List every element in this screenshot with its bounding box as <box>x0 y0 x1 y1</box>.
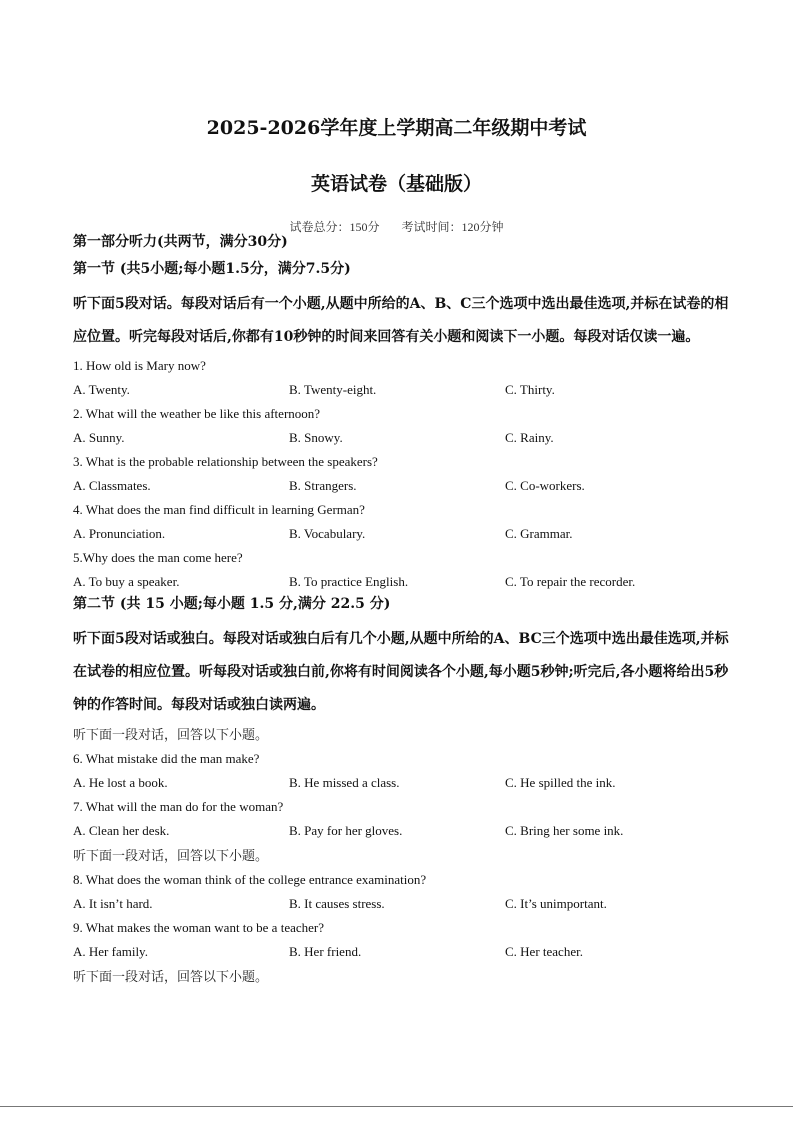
section1-heading: 第一节 (共5小题;每小题1.5分，满分7.5分) <box>73 261 351 277</box>
option-b: B. Strangers. <box>289 478 357 493</box>
option-b: B. Twenty-eight. <box>289 382 377 397</box>
option-b: B. He missed a class. <box>289 775 400 790</box>
option-c: C. Grammar. <box>505 526 573 541</box>
option-row <box>73 378 733 402</box>
option-b: B. To practice English. <box>289 574 409 589</box>
listening-note: 听下面一段对话，回答以下小题。 <box>73 969 269 984</box>
option-c: C. Co-workers. <box>505 478 585 493</box>
listening-note: 听下面一段对话，回答以下小题。 <box>73 848 269 863</box>
option-a: A. Clean her desk. <box>73 823 170 838</box>
option-a: A. Classmates. <box>73 478 151 493</box>
option-c: C. Thirty. <box>505 382 555 397</box>
option-c: C. He spilled the ink. <box>505 775 616 790</box>
page-bottom-divider <box>0 1106 793 1107</box>
option-a: A. Sunny. <box>73 430 125 445</box>
section2-instruction: 听下面5段对话或独白。每段对话或独白后有几个小题,从题中所给的A、BC三个选项中选出最佳选项,并标在试卷的相应位置。听每段对话或独白前,你将有时间阅读各个小题,每小题5秒钟;听完后,各小题将给出5秒钟的作答时间。每段对话或独白读两遍。 <box>73 631 729 713</box>
option-a: A. Twenty. <box>73 382 130 397</box>
option-a: A. Her family. <box>73 944 148 959</box>
option-c: C. Bring her some ink. <box>505 823 624 838</box>
question-text: 3. What is the probable relationship between the speakers? <box>73 454 378 469</box>
option-row <box>73 892 733 916</box>
exam-subtitle: 英语试卷（基础版） <box>310 173 482 195</box>
option-a: A. To buy a speaker. <box>73 574 180 589</box>
exam-meta <box>0 218 793 235</box>
option-b: B. It causes stress. <box>289 896 385 911</box>
question-block <box>73 402 733 450</box>
question-block <box>73 916 733 964</box>
option-b: B. Snowy. <box>289 430 343 445</box>
exam-content <box>73 234 733 989</box>
question-text: 8. What does the woman think of the college entrance examination? <box>73 872 427 887</box>
listening-note: 听下面一段对话，回答以下小题。 <box>73 727 269 742</box>
question-block <box>73 546 733 594</box>
option-b: B. Vocabulary. <box>289 526 366 541</box>
option-row <box>73 819 733 843</box>
exam-time: 考试时间：120分钟 <box>401 220 504 234</box>
total-score: 试卷总分：150分 <box>289 220 380 234</box>
option-row <box>73 570 733 594</box>
option-c: C. Rainy. <box>505 430 554 445</box>
option-b: B. Pay for her gloves. <box>289 823 403 838</box>
question-text: 1. How old is Mary now? <box>73 358 206 373</box>
option-a: A. It isn’t hard. <box>73 896 153 911</box>
section1-instruction: 听下面5段对话。每段对话后有一个小题,从题中所给的A、B、C三个选项中选出最佳选项,并标在试卷的相应位置。听完每段对话后,你都有10秒钟的时间来回答有关小题和阅读下一小题。每段对话仅读一遍。 <box>73 296 729 345</box>
option-c: C. It’s unimportant. <box>505 896 607 911</box>
question-block <box>73 747 733 795</box>
question-block <box>73 868 733 916</box>
option-b: B. Her friend. <box>289 944 362 959</box>
option-c: C. To repair the recorder. <box>505 574 636 589</box>
option-a: A. He lost a book. <box>73 775 168 790</box>
option-row <box>73 474 733 498</box>
option-row <box>73 426 733 450</box>
question-text: 7. What will the man do for the woman? <box>73 799 284 814</box>
question-text: 4. What does the man find difficult in learning German? <box>73 502 365 517</box>
option-c: C. Her teacher. <box>505 944 583 959</box>
question-block <box>73 450 733 498</box>
question-text: 2. What will the weather be like this afternoon? <box>73 406 321 421</box>
option-row <box>73 940 733 964</box>
question-text: 5.Why does the man come here? <box>73 550 243 565</box>
question-block <box>73 498 733 546</box>
section2-heading: 第二节 (共 15 小题;每小题 1.5 分,满分 22.5 分) <box>73 596 391 612</box>
question-text: 9. What makes the woman want to be a teacher? <box>73 920 324 935</box>
option-row <box>73 771 733 795</box>
option-a: A. Pronunciation. <box>73 526 166 541</box>
exam-title: 2025-2026学年度上学期高二年级期中考试 <box>206 117 587 139</box>
question-block <box>73 354 733 402</box>
question-text: 6. What mistake did the man make? <box>73 751 260 766</box>
part1-heading: 第一部分听力(共两节，满分30分) <box>73 234 288 250</box>
question-block <box>73 795 733 843</box>
option-row <box>73 522 733 546</box>
